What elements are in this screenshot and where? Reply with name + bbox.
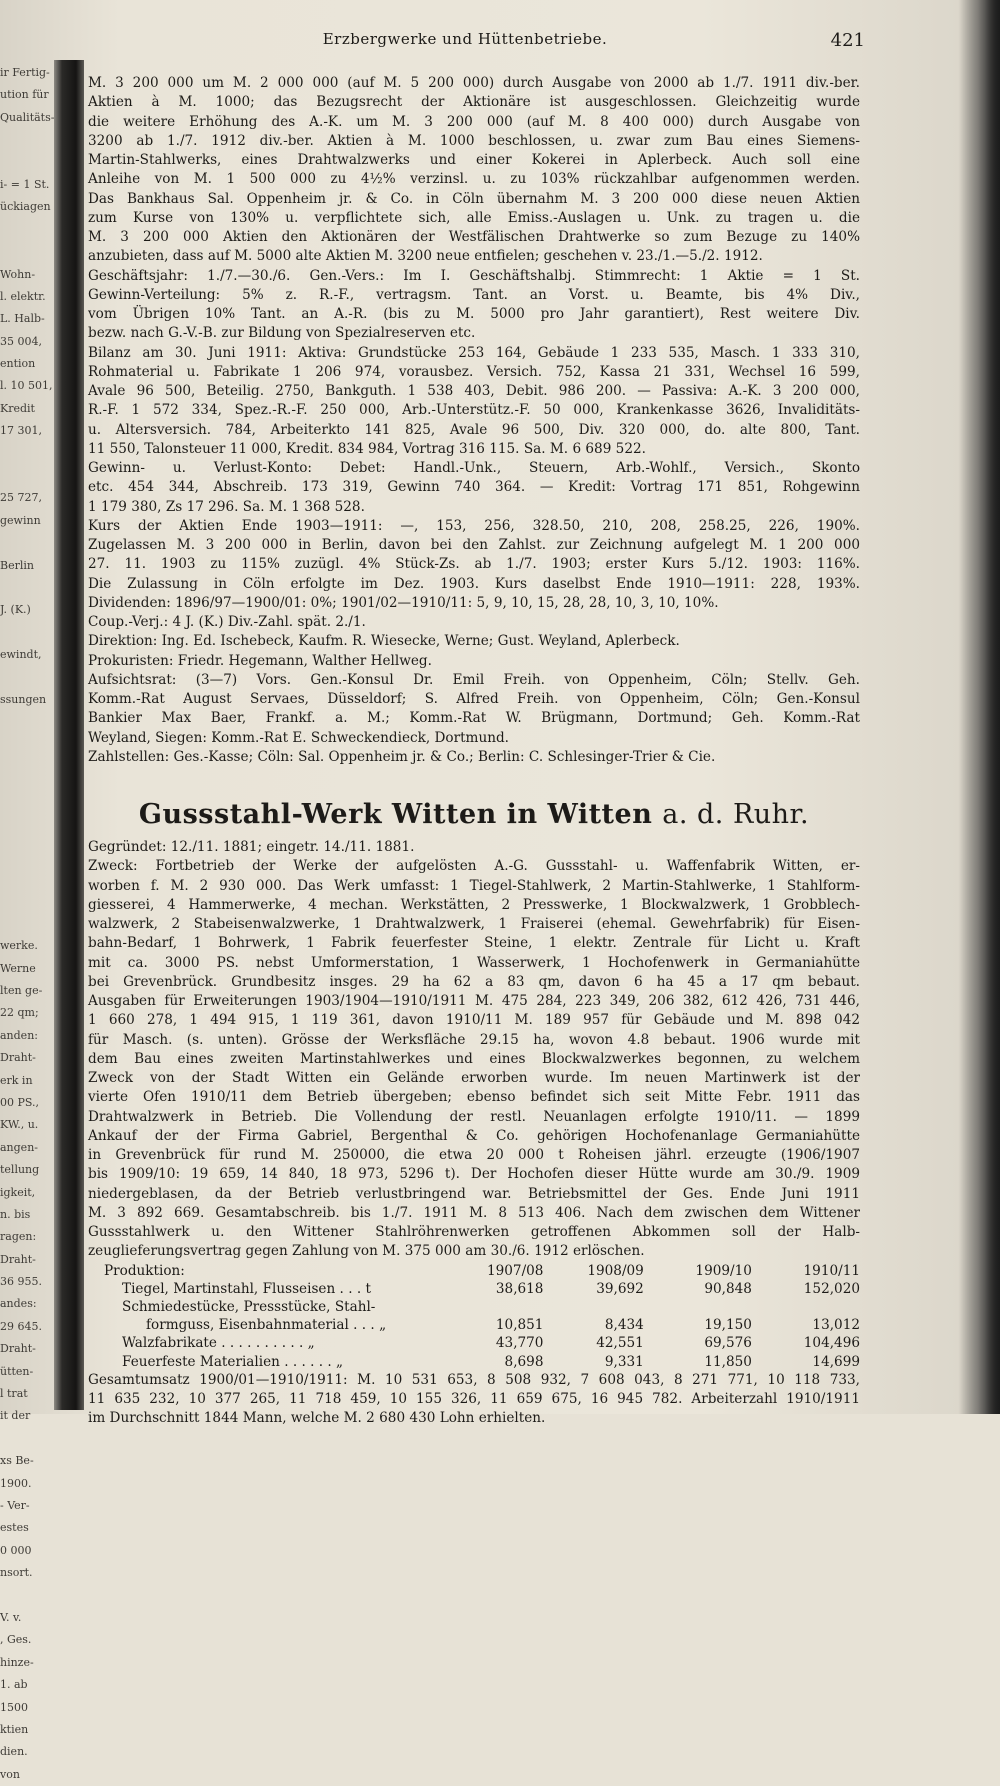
production-year-header: 1909/10 xyxy=(695,1262,752,1279)
text-line: vom Übrigen 10% Tant. an A.-R. (bis zu M. 5000 pro Jahr garantiert), Rest weitere Div. xyxy=(88,306,860,322)
production-value: 10,851 xyxy=(495,1317,544,1334)
text-line: bezw. nach G.-V.-B. zur Bildung von Spezialreserven etc. xyxy=(88,325,476,342)
text-line: u. Altersversich. 784, Arbeiterkto 141 825, Avale 96 500, Div. 320 000, do. alte 800, Tant. xyxy=(88,421,860,438)
text-line: Direktion: Ing. Ed. Ischebeck, Kaufm. R. Wiesecke, Werne; Gust. Weyland, Aplerbeck. xyxy=(88,633,680,650)
text-line: Zweck von der Stadt Witten ein Gelände erworben wurde. Im neuen Martinwerk ist der xyxy=(88,1070,860,1086)
margin-fragment: 1. ab xyxy=(0,1678,28,1692)
text-line: R.-F. 1 572 334, Spez.-R.-F. 250 000, Arb.-Unterstütz.-F. 50 000, Krankenkasse 3626, Invaliditäts- xyxy=(88,402,860,419)
production-value xyxy=(752,1298,860,1316)
text-line: Coup.-Verj.: 4 J. (K.) Div.-Zahl. spät. 2./1. xyxy=(88,614,366,630)
margin-fragment: , Ges. xyxy=(0,1633,32,1647)
margin-fragment: lten ge- xyxy=(0,984,43,998)
text-line: bahn-Bedarf, 1 Bohrwerk, 1 Fabrik feuerfester Steine, 1 elektr. Zentrale für Licht u. Kraft xyxy=(88,935,860,952)
production-value: 8,698 xyxy=(504,1353,544,1370)
production-value: 69,576 xyxy=(704,1335,752,1352)
margin-fragment: 35 004, xyxy=(0,334,42,348)
margin-fragment: tellung xyxy=(0,1163,40,1177)
text-line: walzwerk, 2 Stabeisenwalzwerke, 1 Drahtwalzwerk, 1 Fraiserei (ehemal. Gewehrfabrik) für Eisen- xyxy=(88,916,860,932)
margin-fragment: 22 qm; xyxy=(0,1006,39,1020)
margin-fragment: 0 000 xyxy=(0,1543,32,1557)
production-value: 9,331 xyxy=(604,1353,644,1370)
text-line: Anleihe von M. 1 500 000 zu 4½% verzinsl. u. zu 103% rückzahlbar aufgenommen werden. xyxy=(88,171,860,188)
margin-fragment: anden: xyxy=(0,1028,38,1042)
company-title xyxy=(88,799,860,830)
text-line: in Grevenbrück für rund M. 250000, die etwa 20 000 t Roheisen jährl. erzeugte (1906/1907 xyxy=(88,1147,860,1163)
margin-fragment xyxy=(0,846,54,868)
production-value: 42,551 xyxy=(596,1335,644,1352)
margin-fragment: igkeit, xyxy=(0,1185,36,1199)
production-value: 19,150 xyxy=(704,1317,752,1334)
margin-fragment: ktien xyxy=(0,1722,29,1736)
margin-fragment: ention xyxy=(0,357,36,371)
production-value: 13,012 xyxy=(812,1317,860,1334)
margin-fragment xyxy=(0,443,54,465)
book-gutter-shadow xyxy=(54,60,84,1410)
text-line: M. 3 892 669. Gesamtabschreib. bis 1./7. 1911 M. 8 513 406. Nach dem zwischen dem Wittener xyxy=(88,1204,860,1221)
text-line: Dividenden: 1896/97—1900/01: 0%; 1901/02—1910/11: 5, 9, 10, 15, 28, 28, 10, 3, 10, 10%. xyxy=(88,594,719,611)
margin-fragment xyxy=(0,465,54,487)
text-line: Avale 96 500, Beteilig. 2750, Bankguth. 1 538 403, Debit. 986 200. — Passiva: A.-K. 3 200 000, xyxy=(88,383,860,399)
text-line: Zahlstellen: Ges.-Kasse; Cöln: Sal. Oppenheim jr. & Co.; Berlin: C. Schlesinger-Trier & Cie. xyxy=(88,748,716,765)
production-table xyxy=(88,1262,860,1371)
margin-fragment xyxy=(0,801,54,823)
margin-fragment xyxy=(0,756,54,778)
margin-fragment: ewindt, xyxy=(0,648,42,662)
production-year-header: 1908/09 xyxy=(587,1262,644,1279)
text-line: Rohmaterial u. Fabrikate 1 206 974, vorausbez. Versich. 752, Kassa 21 331, Wechsel 16 599, xyxy=(88,363,860,380)
margin-fragment: angen- xyxy=(0,1140,38,1154)
margin-fragment: - Ver- xyxy=(0,1499,30,1512)
production-value: 39,692 xyxy=(596,1280,644,1297)
page-edge-shadow xyxy=(958,0,1000,1414)
margin-fragment: Berlin xyxy=(0,558,34,572)
production-value: 11,850 xyxy=(704,1353,752,1370)
margin-fragment xyxy=(0,890,54,912)
margin-fragment: 25 727, xyxy=(0,491,42,505)
text-line: Gussstahlwerk u. den Wittener Stahlröhrenwerken getroffenen Abkommen soll der Halb- xyxy=(88,1224,860,1240)
margin-fragment: Werne xyxy=(0,961,36,975)
text-line: Das Bankhaus Sal. Oppenheim jr. & Co. in Cöln übernahm M. 3 200 000 diese neuen Aktien xyxy=(88,190,860,207)
margin-fragment xyxy=(0,129,54,151)
margin-fragment: erk in xyxy=(0,1073,33,1087)
margin-fragment: Draht- xyxy=(0,1342,36,1356)
margin-fragment xyxy=(0,711,54,733)
text-line: 11 635 232, 10 377 265, 11 718 459, 10 155 326, 11 659 675, 16 945 782. Arbeiterzahl 1910/1911 xyxy=(88,1390,860,1407)
margin-fragment: KW., u. xyxy=(0,1118,39,1132)
margin-fragment: ution für xyxy=(0,88,49,102)
text-line: Komm.-Rat August Servaes, Düsseldorf; S. Alfred Freih. von Oppenheim, Cöln; Gen.-Konsul xyxy=(88,691,860,707)
text-line: Geschäftsjahr: 1./7.—30./6. Gen.-Vers.: Im I. Geschäftshalbj. Stimmrecht: 1 Aktie = 1 St. xyxy=(88,267,860,284)
text-line: Bilanz am 30. Juni 1911: Aktiva: Grundstücke 253 164, Gebäude 1 233 535, Masch. 1 333 310, xyxy=(88,344,860,361)
text-line: Gegründet: 12./11. 1881; eingetr. 14./11. 1881. xyxy=(88,839,415,855)
text-line: Gewinn- u. Verlust-Konto: Debet: Handl.-Unk., Steuern, Arb.-Wohlf., Versich., Skonto xyxy=(88,460,860,476)
margin-fragment: V. v. xyxy=(0,1610,22,1624)
company-title-suffix: a. d. Ruhr. xyxy=(662,799,810,830)
production-row-label: Feuerfeste Materialien . . . . . . „ xyxy=(122,1353,344,1370)
production-header-row xyxy=(88,1262,860,1280)
production-row xyxy=(88,1316,860,1334)
production-value xyxy=(644,1298,752,1316)
margin-fragment: xs Be- xyxy=(0,1454,34,1468)
text-line: Weyland, Siegen: Komm.-Rat E. Schweckendieck, Dortmund. xyxy=(88,729,509,746)
text-line: zeuglieferungsvertrag gegen Zahlung von M. 375 000 am 30./6. 1912 erlöschen. xyxy=(88,1243,645,1260)
margin-fragment: i- = 1 St. xyxy=(0,177,50,191)
margin-fragment: Wohn- xyxy=(0,267,36,281)
text-line: dem Bau eines zweiten Martinstahlwerkes und eines Blockwalzwerkes begonnen, zu welchem xyxy=(88,1050,860,1067)
margin-fragment: l. elektr. xyxy=(0,289,46,303)
company-title-name: Gussstahl-Werk Witten in Witten xyxy=(138,799,653,830)
margin-fragment: andes: xyxy=(0,1297,37,1311)
margin-fragment: 1900. xyxy=(0,1476,32,1490)
margin-fragment xyxy=(0,868,54,890)
margin-fragment xyxy=(0,577,54,599)
text-line: Aktien à M. 1000; das Bezugsrecht der Aktionäre ist ausgeschlossen. Gleichzeitig wurde xyxy=(88,94,860,111)
production-value: 38,618 xyxy=(495,1280,544,1297)
production-row xyxy=(88,1334,860,1352)
text-line: Gesamtumsatz 1900/01—1910/1911: M. 10 531 653, 8 508 932, 7 608 043, 8 271 771, 10 118 733, xyxy=(88,1371,860,1388)
text-line: worben f. M. 2 930 000. Das Werk umfasst: 1 Tiegel-Stahlwerk, 2 Martin-Stahlwerke, 1 Stahlform- xyxy=(88,877,860,894)
section-closing-paragraph xyxy=(88,1371,860,1429)
production-row-label: Schmiedestücke, Pressstücke, Stahl- xyxy=(122,1298,376,1315)
margin-fragment xyxy=(0,734,54,756)
margin-fragment: ückiagen xyxy=(0,200,51,214)
production-year-header: 1910/11 xyxy=(803,1262,860,1279)
text-line: Zweck: Fortbetrieb der Werke der aufgelösten A.-G. Gussstahl- u. Waffenfabrik Witten, er- xyxy=(88,858,860,875)
text-line: die weitere Erhöhung des A.-K. um M. 3 200 000 (auf M. 8 400 000) durch Ausgabe von xyxy=(88,113,860,130)
margin-fragment: von xyxy=(0,1767,20,1781)
text-line: 1 660 278, 1 494 915, 1 119 361, davon 1910/11 M. 189 957 für Gebäude und M. 898 042 xyxy=(88,1012,860,1029)
margin-fragment: ragen: xyxy=(0,1230,37,1244)
text-line: 27. 11. 1903 zu 115% zuzügl. 4% Stück-Zs. ab 1./7. 1903; erster Kurs 5./12. 1903: 116%. xyxy=(88,556,860,573)
margin-fragment: gewinn xyxy=(0,513,41,527)
margin-fragment xyxy=(0,219,54,241)
text-line: zum Kurse von 130% u. verpflichtete sich, alle Emiss.-Auslagen u. Unk. zu tragen u. die xyxy=(88,209,860,226)
text-line: Ankauf der der Firma Gabriel, Bergenthal & Co. gehörigen Hochofenanlage Germaniahütte xyxy=(88,1127,860,1144)
text-line: M. 3 200 000 Aktien den Aktionären der Westfälischen Drahtwerke so zum Bezuge zu 140% xyxy=(88,229,860,245)
margin-fragment: 00 PS., xyxy=(0,1095,40,1109)
production-value: 14,699 xyxy=(812,1353,860,1370)
production-row-label: Walzfabrikate . . . . . . . . . . „ xyxy=(122,1335,315,1352)
margin-fragment: werke. xyxy=(0,939,38,953)
production-value: 104,496 xyxy=(803,1335,860,1352)
text-line: giesserei, 4 Hammerwerke, 4 mechan. Werkstätten, 2 Presswerke, 1 Blockwalzwerk, 1 Grobblech- xyxy=(88,896,860,913)
margin-fragment: hinze- xyxy=(0,1655,34,1669)
text-line: 3200 ab 1./7. 1912 div.-ber. Aktien à M. 1000 beschlossen, u. zwar zum Bau eines Siemens- xyxy=(88,132,860,149)
margin-fragment: estes xyxy=(0,1521,29,1535)
text-line: niedergeblasen, da der Betrieb verlustbringend war. Betriebsmittel der Ges. Ende Juni 1911 xyxy=(88,1185,860,1202)
text-line: Bankier Max Baer, Frankf. a. M.; Komm.-Rat W. Brügmann, Dortmund; Geh. Komm.-Rat xyxy=(88,710,860,727)
text-line: 11 550, Talonsteuer 11 000, Kredit. 834 984, Vortrag 316 115. Sa. M. 6 689 522. xyxy=(88,440,646,457)
production-value: 8,434 xyxy=(604,1317,644,1334)
text-line: bis 1909/10: 19 659, 14 840, 18 973, 5296 t). Der Hochofen dieser Hütte wurde am 30./9. 1909 xyxy=(88,1166,860,1183)
adjacent-page-margin-text xyxy=(0,62,55,1781)
text-line: mit ca. 3000 PS. nebst Umformerstation, 1 Wasserwerk, 1 Hochofenwerk in Germaniahütte xyxy=(88,954,860,971)
running-head: Erzbergwerke und Hüttenbetriebe. xyxy=(322,30,608,48)
margin-fragment: Draht- xyxy=(0,1252,36,1266)
margin-fragment: n. bis xyxy=(0,1207,31,1221)
text-line: etc. 454 344, Abschreib. 173 319, Gewinn 740 364. — Kredit: Vortrag 171 851, Rohgewinn xyxy=(88,479,860,496)
text-line: vierte Ofen 1910/11 dem Betrieb übergeben; ebenso befindet sich seit Mitte Febr. 1911 das xyxy=(88,1089,860,1106)
production-row xyxy=(88,1280,860,1298)
margin-fragment xyxy=(0,532,54,554)
margin-fragment: 1500 xyxy=(0,1700,28,1714)
text-line: Die Zulassung in Cöln erfolgte im Dez. 1903. Kurs daselbst Ende 1910—1911: 228, 193%. xyxy=(88,575,860,592)
margin-fragment: ssungen xyxy=(0,692,47,706)
margin-fragment: Draht- xyxy=(0,1051,36,1065)
text-line: Martin-Stahlwerks, eines Drahtwalzwerks und einer Kokerei in Aplerbeck. Auch soll eine xyxy=(88,152,860,168)
production-row-label: formguss, Eisenbahnmaterial . . . „ xyxy=(146,1317,387,1334)
production-value xyxy=(443,1298,543,1316)
margin-fragment: ir Fertig- xyxy=(0,66,50,79)
production-row-label: Tiegel, Martinstahl, Flusseisen . . . t xyxy=(122,1280,371,1297)
production-value: 152,020 xyxy=(803,1280,860,1297)
margin-fragment: L. Halb- xyxy=(0,312,45,326)
margin-fragment xyxy=(0,241,54,263)
margin-fragment: 17 301, xyxy=(0,424,42,438)
margin-fragment: Qualitäts- xyxy=(0,110,55,124)
production-row xyxy=(88,1353,860,1371)
margin-fragment: 36 955. xyxy=(0,1275,42,1289)
text-line: anzubieten, dass auf M. 5000 alte Aktien M. 3200 neue entfielen; geschehen v. 23./1.—5./2. 1912. xyxy=(88,248,763,265)
margin-fragment: 29 645. xyxy=(0,1319,42,1333)
production-value: 43,770 xyxy=(495,1335,544,1352)
margin-fragment xyxy=(0,1585,54,1607)
margin-fragment: nsort. xyxy=(0,1566,33,1580)
text-line: M. 3 200 000 um M. 2 000 000 (auf M. 5 200 000) durch Ausgabe von 2000 ab 1./7. 1911 div.-ber. xyxy=(88,75,860,91)
margin-fragment: it der xyxy=(0,1409,31,1423)
text-line: Gewinn-Verteilung: 5% z. R.-F., vertragsm. Tant. an Vorst. u. Beamte, bis 4% Div., xyxy=(88,286,860,303)
margin-fragment: Kredit xyxy=(0,401,35,415)
text-column xyxy=(88,74,860,1428)
production-row xyxy=(88,1298,860,1316)
text-line: bei Grevenbrück. Grundbesitz insges. 29 ha 62 a 83 qm, davon 6 ha 45 a 17 qm bebaut. xyxy=(88,973,860,990)
margin-fragment: J. (K.) xyxy=(0,603,31,617)
text-line: Aufsichtsrat: (3—7) Vors. Gen.-Konsul Dr. Emil Freih. von Oppenheim, Cöln; Stellv. Geh. xyxy=(88,671,860,688)
margin-fragment xyxy=(0,779,54,801)
section-gussstahl-werk-witten xyxy=(88,838,860,1262)
margin-fragment xyxy=(0,1428,54,1450)
text-line: 1 179 380, Zs 17 296. Sa. M. 1 368 528. xyxy=(88,498,365,515)
margin-fragment xyxy=(0,622,54,644)
margin-fragment xyxy=(0,667,54,689)
margin-fragment: l trat xyxy=(0,1387,28,1401)
margin-fragment xyxy=(0,823,54,845)
text-line: Zugelassen M. 3 200 000 in Berlin, davon bei den Zahlst. zur Zeichnung aufgelegt M. 1 200 000 xyxy=(88,537,860,553)
text-line: Prokuristen: Friedr. Hegemann, Walther Hellweg. xyxy=(88,652,432,669)
margin-fragment: dien. xyxy=(0,1745,28,1759)
production-value: 90,848 xyxy=(704,1280,752,1297)
production-year-header: 1907/08 xyxy=(486,1262,544,1279)
margin-fragment: ütten- xyxy=(0,1364,34,1378)
production-label: Produktion: xyxy=(104,1262,185,1279)
page-number: 421 xyxy=(830,30,865,51)
text-line: im Durchschnitt 1844 Mann, welche M. 2 680 430 Lohn erhielten. xyxy=(88,1410,546,1427)
margin-fragment xyxy=(0,913,54,935)
production-value xyxy=(543,1298,643,1316)
text-line: Ausgaben für Erweiterungen 1903/1904—1910/1911 M. 475 284, 223 349, 206 382, 612 426, 731 446, xyxy=(88,993,860,1009)
text-line: Kurs der Aktien Ende 1903—1911: —, 153, 256, 328.50, 210, 208, 258.25, 226, 190%. xyxy=(88,517,860,534)
text-line: für Masch. (s. unten). Grösse der Werksfläche 29.15 ha, wovon 4.8 bebaut. 1906 wurde mit xyxy=(88,1031,860,1048)
margin-fragment: l. 10 501, xyxy=(0,379,53,393)
margin-fragment xyxy=(0,152,54,174)
text-line: Drahtwalzwerk in Betrieb. Die Vollendung der restl. Neuanlagen erfolgte 1910/11. — 1899 xyxy=(88,1108,860,1125)
section-westfaelische-drahtwerke xyxy=(88,74,860,767)
